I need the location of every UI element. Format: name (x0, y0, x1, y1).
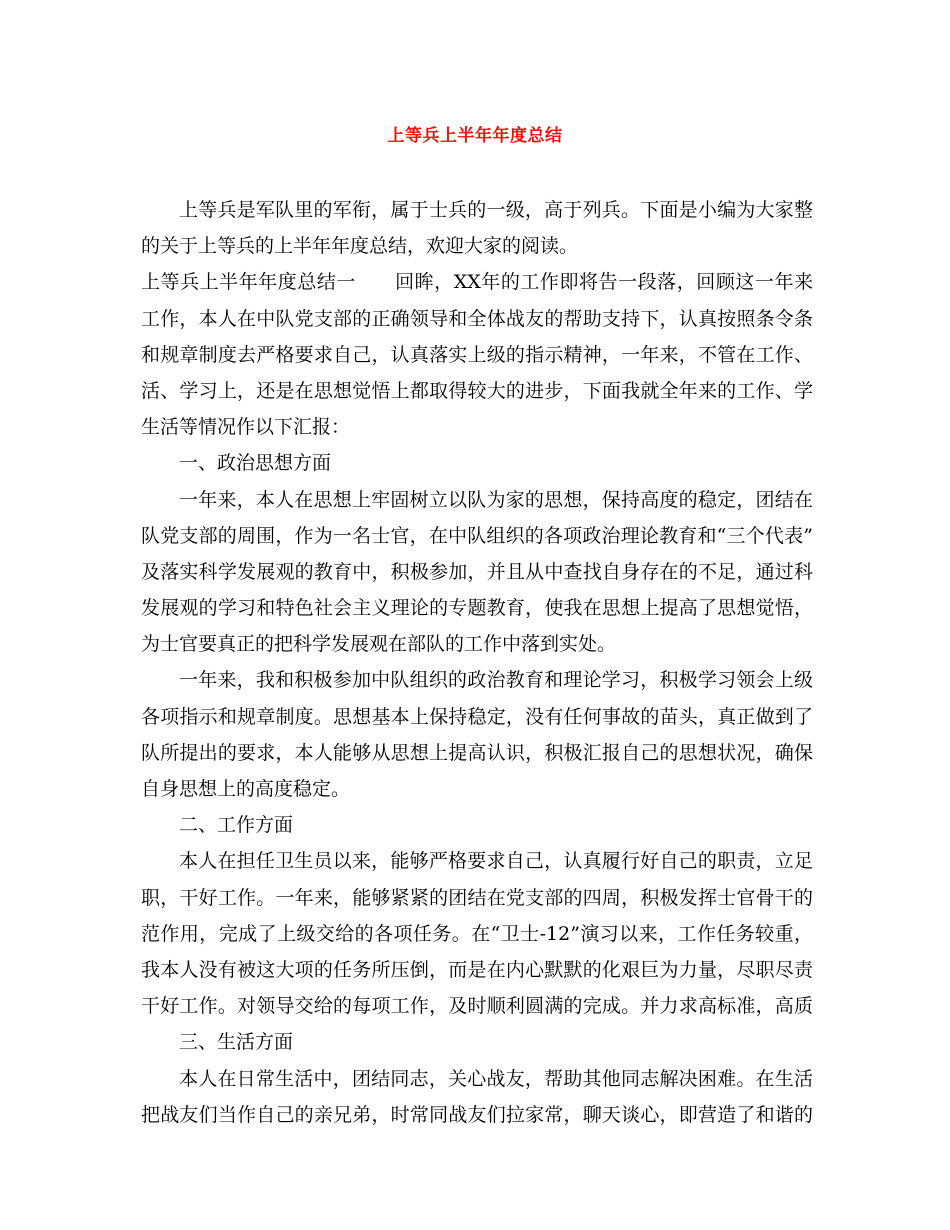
document-body (141, 192, 813, 1133)
text-line: 职，干好工作。一年来，能够紧紧的团结在党支部的四周，积极发挥士官骨干的 (141, 886, 813, 909)
text-line: 上等兵上半年年度总结一 回眸，XX年的工作即将告一段落，回顾这一年来 (141, 271, 813, 294)
text-line: 活、学习上，还是在思想觉悟上都取得较大的进步，下面我就全年来的工作、学 (141, 379, 813, 402)
text-line: 的关于上等兵的上半年年度总结，欢迎大家的阅读。 (141, 235, 579, 258)
text-line: 我本人没有被这大项的任务所压倒，而是在内心默默的化艰巨为力量，尽职尽责 (141, 958, 813, 981)
text-line: 范作用，完成了上级交给的各项任务。在“卫士-12”演习以来，工作任务较重， (141, 922, 813, 945)
text-line: 队党支部的周围，作为一名士官，在中队组织的各项政治理论教育和“三个代表” (141, 524, 813, 547)
text-line: 为士官要真正的把科学发展观在部队的工作中落到实处。 (141, 633, 617, 656)
section-heading: 三、生活方面 (179, 1031, 294, 1054)
document-title: 上等兵上半年年度总结 (387, 126, 563, 146)
text-line: 自身思想上的高度稳定。 (141, 778, 351, 800)
section-heading: 二、工作方面 (179, 814, 294, 837)
text-line: 发展观的学习和特色社会主义理论的专题教育，使我在思想上提高了思想觉悟， (141, 597, 813, 620)
text-line: 把战友们当作自己的亲兄弟，时常同战友们拉家常，聊天谈心，即营造了和谐的 (141, 1103, 813, 1126)
text-line: 干好工作。对领导交给的每项工作，及时顺利圆满的完成。并力求高标准，高质 (141, 995, 813, 1018)
text-line: 本人在日常生活中，团结同志，关心战友，帮助其他同志解决困难。在生活 (179, 1067, 813, 1090)
text-line: 队所提出的要求，本人能够从思想上提高认识，积极汇报自己的思想状况，确保 (141, 741, 813, 764)
section-heading: 一、政治思想方面 (179, 452, 332, 475)
text-line: 各项指示和规章制度。思想基本上保持稳定，没有任何事故的苗头，真正做到了 (141, 705, 813, 728)
text-line: 一年来，我和积极参加中队组织的政治教育和理论学习，积极学习领会上级 (179, 669, 813, 692)
text-line: 工作，本人在中队党支部的正确领导和全体战友的帮助支持下，认真按照条令条 (141, 307, 813, 330)
text-line: 本人在担任卫生员以来，能够严格要求自己，认真履行好自己的职责，立足 (179, 850, 813, 873)
text-line: 生活等情况作以下汇报： (141, 416, 351, 439)
text-line: 一年来，本人在思想上牢固树立以队为家的思想，保持高度的稳定，团结在 (179, 488, 813, 511)
text-line: 和规章制度去严格要求自己，认真落实上级的指示精神，一年来，不管在工作、 (141, 343, 813, 366)
text-line: 上等兵是军队里的军衔，属于士兵的一级，高于列兵。下面是小编为大家整 (179, 199, 813, 221)
text-line: 及落实科学发展观的教育中，积极参加，并且从中查找自身存在的不足，通过科 (141, 560, 813, 583)
